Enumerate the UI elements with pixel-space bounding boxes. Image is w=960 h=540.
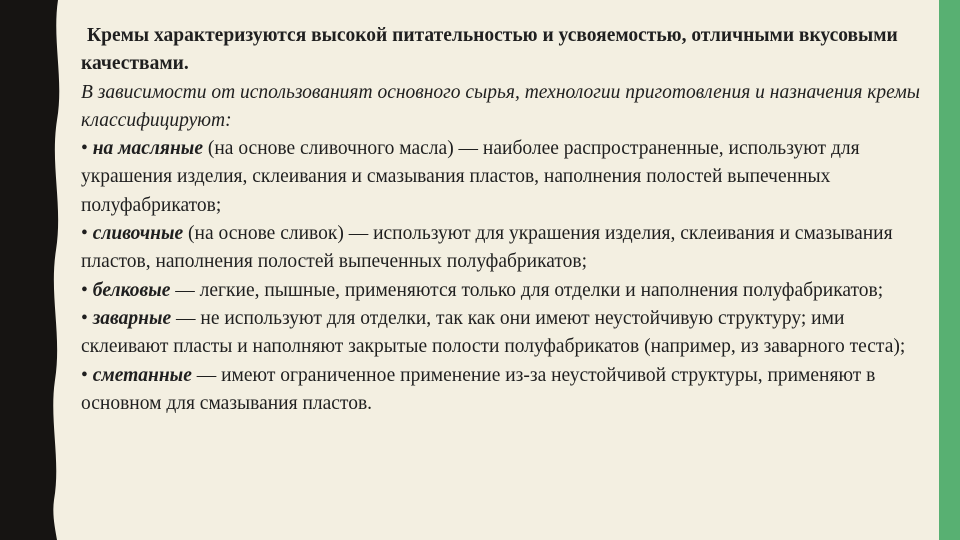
bullet: •: [81, 138, 88, 160]
left-decorative-bar: [0, 0, 70, 540]
bullet: •: [81, 279, 88, 301]
right-accent-bar: [939, 0, 960, 540]
right-bar-gap: [930, 0, 939, 540]
item-term: белковые: [92, 279, 171, 301]
item-description: (на основе сливок) — используют для украшения изделия, склеивания и смазывания пластов, наполнения полостей выпеченных полуфабрикатов;: [81, 223, 893, 273]
list-item: [81, 220, 926, 277]
item-term: сливочные: [92, 223, 184, 245]
classification-intro: В зависимости от использованият основного сырья, технологии приготовления и назначения кремы классифицируют:: [81, 81, 920, 131]
bullet: •: [81, 307, 88, 329]
item-term: заварные: [92, 307, 172, 329]
item-description: — имеют ограниченное применение из-за неустойчивой структуры, применяют в основном для смазывания пластов.: [81, 364, 876, 414]
item-description: — не используют для отделки, так как они имеют неустойчивую структуру; ими склеивают пласты и наполняют закрытые полости полуфабрикатов (например, из заварного теста);: [81, 307, 906, 358]
item-term: на масляные: [92, 138, 203, 160]
slide-heading: Кремы характеризуются высокой питательностью и усвояемостью, отличными вкусовыми качествами.: [81, 25, 898, 75]
slide-text: [81, 22, 926, 418]
list-item: [81, 305, 926, 362]
bullet: •: [81, 364, 88, 386]
item-description: (на основе сливочного масла) — наиболее распространенные, используют для украшения изделия, склеивания и смазывания пластов, наполнения полостей выпеченных полуфабрикатов;: [81, 138, 860, 216]
list-item: [81, 277, 926, 305]
bullet: •: [81, 223, 88, 245]
list-item: [81, 362, 926, 419]
list-item: [81, 135, 926, 220]
item-term: сметанные: [92, 364, 192, 386]
torn-edge-shape: [0, 0, 59, 540]
item-description: — легкие, пышные, применяются только для отделки и наполнения полуфабрикатов;: [170, 279, 884, 301]
